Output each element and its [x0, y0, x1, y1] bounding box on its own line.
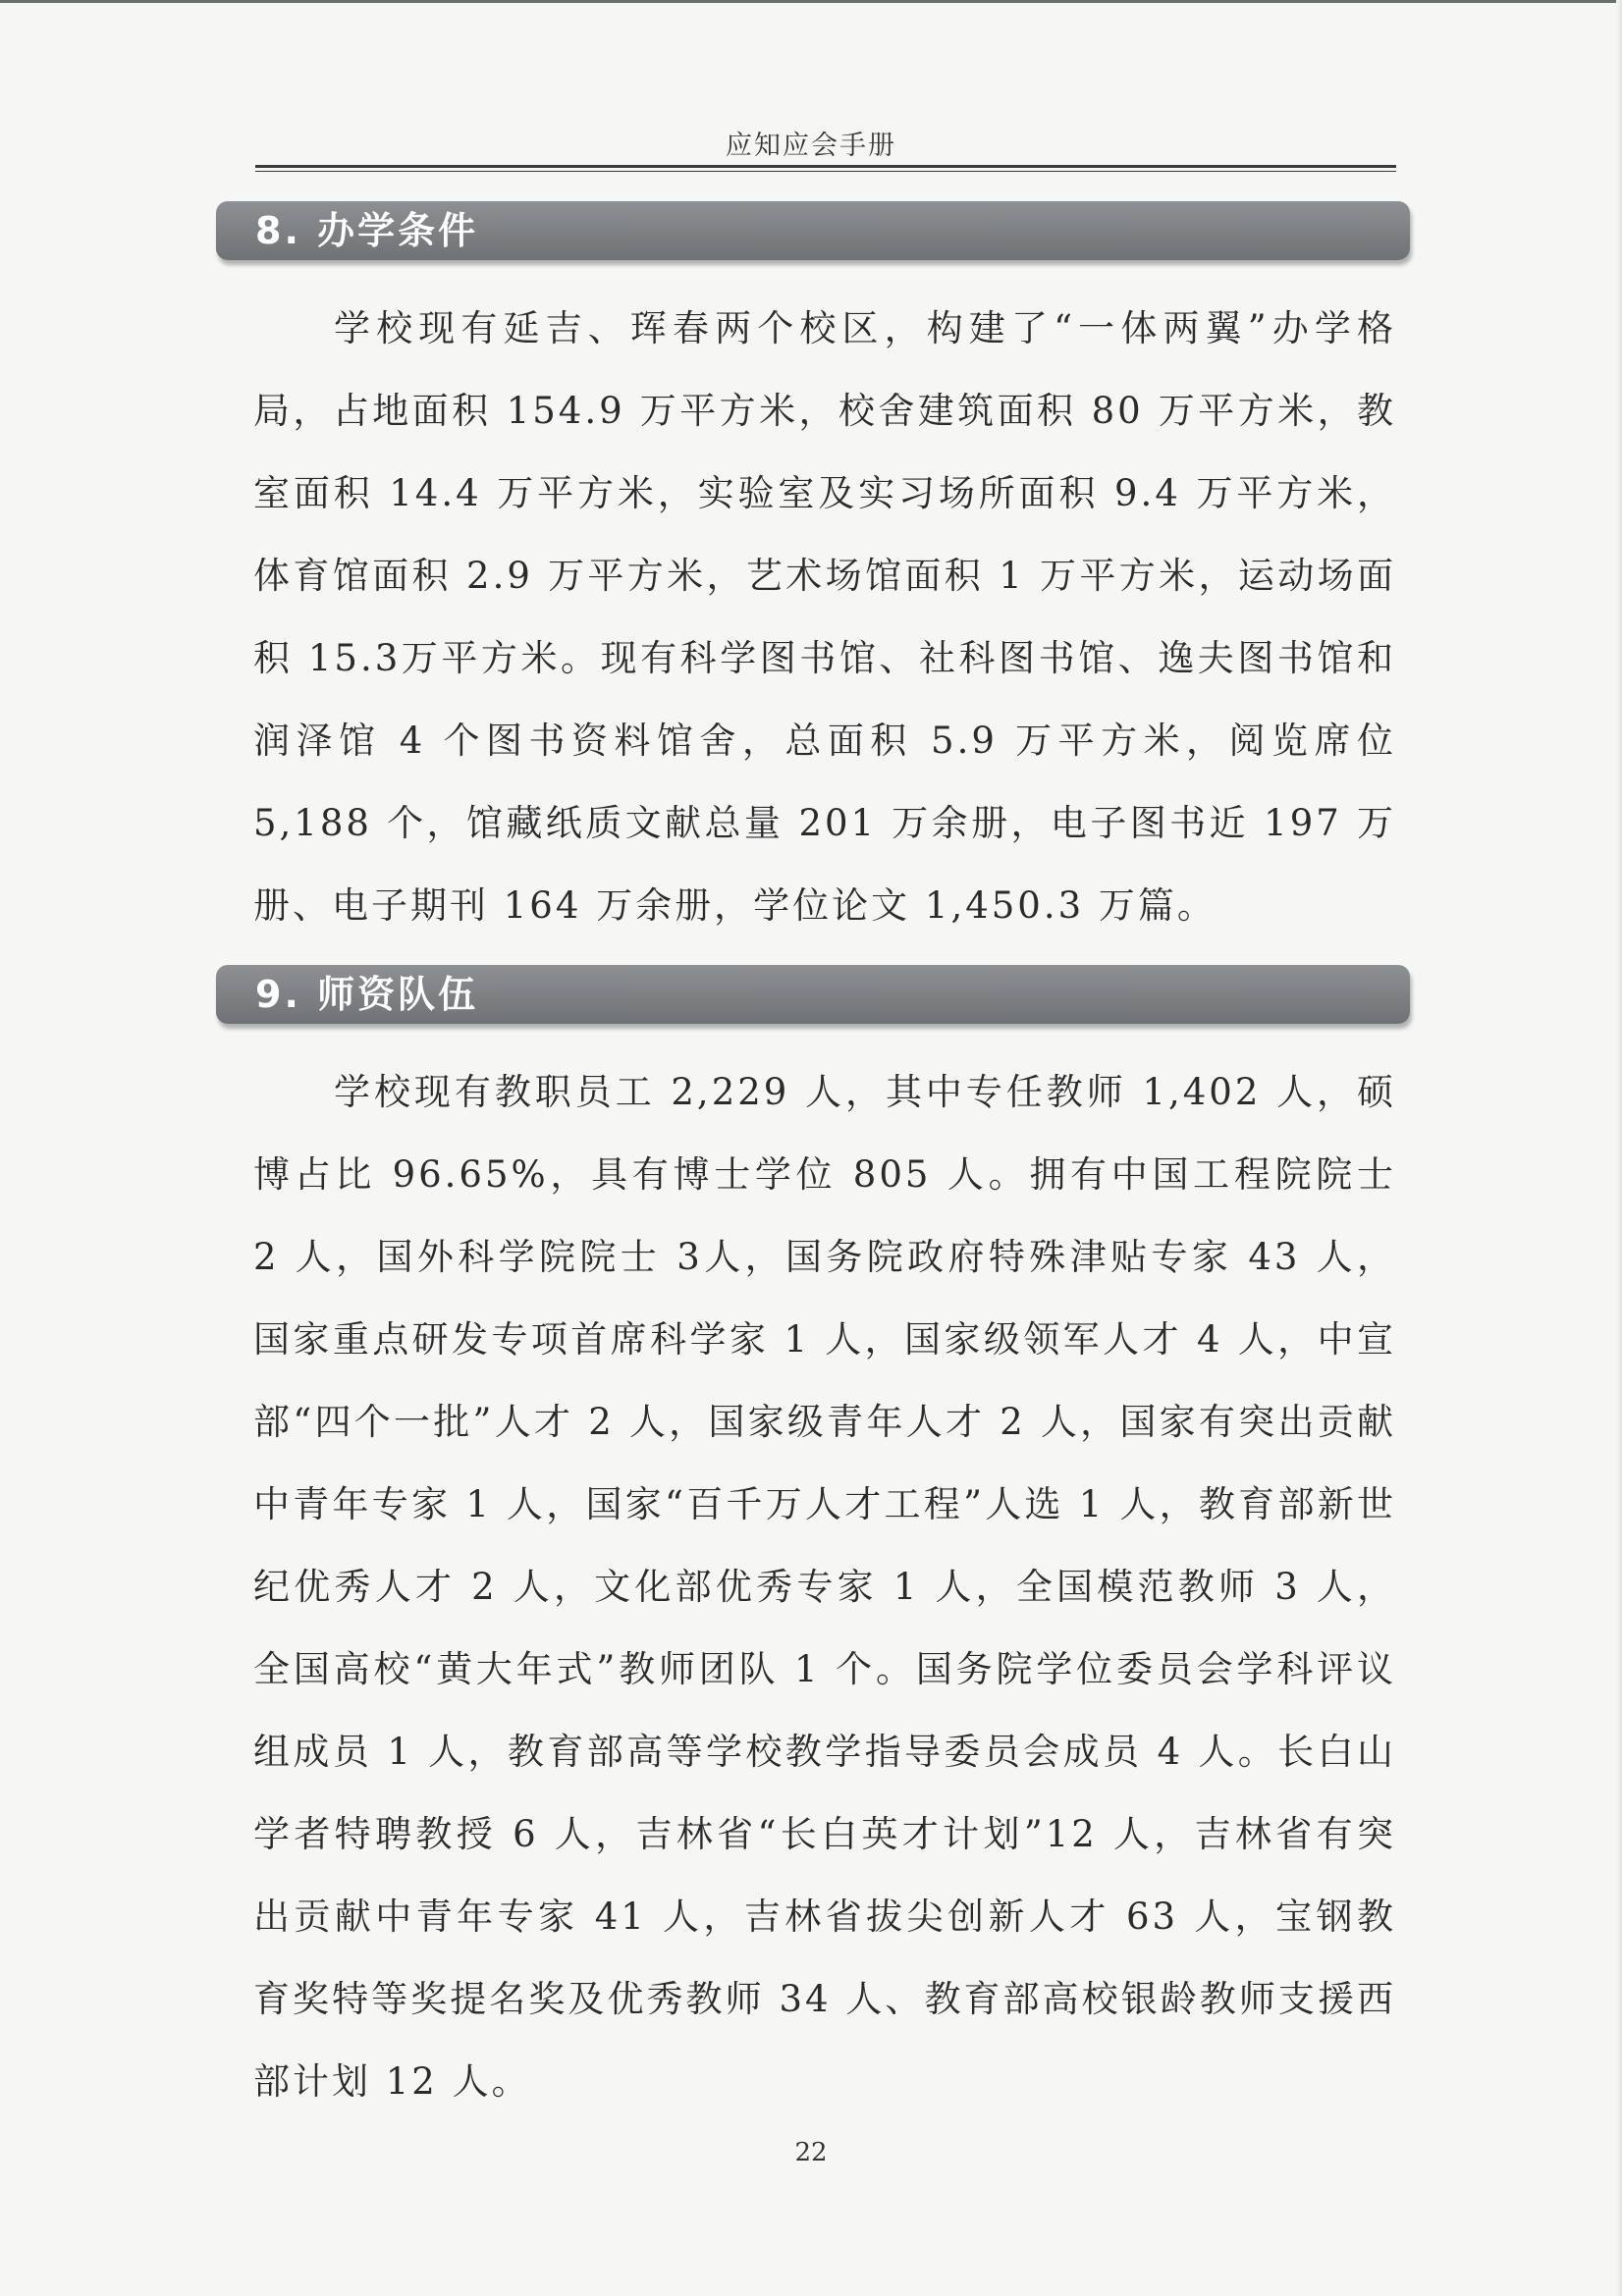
header-rule-thick	[255, 165, 1396, 168]
section-body-9: 学校现有教职员工 2,229 人，其中专任教师 1,402 人，硕博占比 96.65%，具有博士学位 805 人。拥有中国工程院院士 2 人，国外科学院院士 3人，国务院政府特殊津贴专家 43 人，国家重点研发专项首席科学家 1 人，国家级领军人才 4 人，中宣部“四个一批”人才 2 人，国家级青年人才 2 人，国家有突出贡献中青年专家 1 人，国家“百千万人才工程”人选 1 人，教育部新世纪优秀人才 2 人，文化部优秀专家 1 人，全国模范教师 3 人，全国高校“黄大年式”教师团队 1 个。国务院学位委员会学科评议组成员 1 人，教育部高等学校教学指导委员会成员 4 人。长白山学者特聘教授 6 人，吉林省“长白英才计划”12 人，吉林省有突出贡献中青年专家 41 人，吉林省拔尖创新人才 63 人，宝钢教育奖特等奖提名奖及优秀教师 34 人、教育部高校银龄教师支援西部计划 12 人。	[253, 1071, 1396, 2103]
header-rule-thin	[255, 171, 1396, 172]
page-top-edge	[0, 0, 1622, 3]
section-heading-8: 8. 办学条件	[255, 209, 479, 252]
section-heading-bar-8	[216, 201, 1410, 260]
section-heading-bar-9	[216, 965, 1410, 1024]
page-right-edge	[1616, 0, 1622, 2296]
running-header-title: 应知应会手册	[726, 131, 896, 161]
page-number: 22	[794, 2138, 828, 2167]
section-heading-9: 9. 师资队伍	[255, 973, 479, 1016]
section-body-8: 学校现有延吉、珲春两个校区，构建了“一体两翼”办学格局，占地面积 154.9 万平方米，校舍建筑面积 80 万平方米，教室面积 14.4 万平方米，实验室及实习场所面积 9.4 万平方米，体育馆面积 2.9 万平方米，艺术场馆面积 1 万平方米，运动场面积 15.3万平方米。现有科学图书馆、社科图书馆、逸夫图书馆和润泽馆 4 个图书资料馆舍，总面积 5.9 万平方米，阅览席位 5,188 个，馆藏纸质文献总量 201 万余册，电子图书近 197 万册、电子期刊 164 万余册，学位论文 1,450.3 万篇。	[253, 307, 1396, 927]
